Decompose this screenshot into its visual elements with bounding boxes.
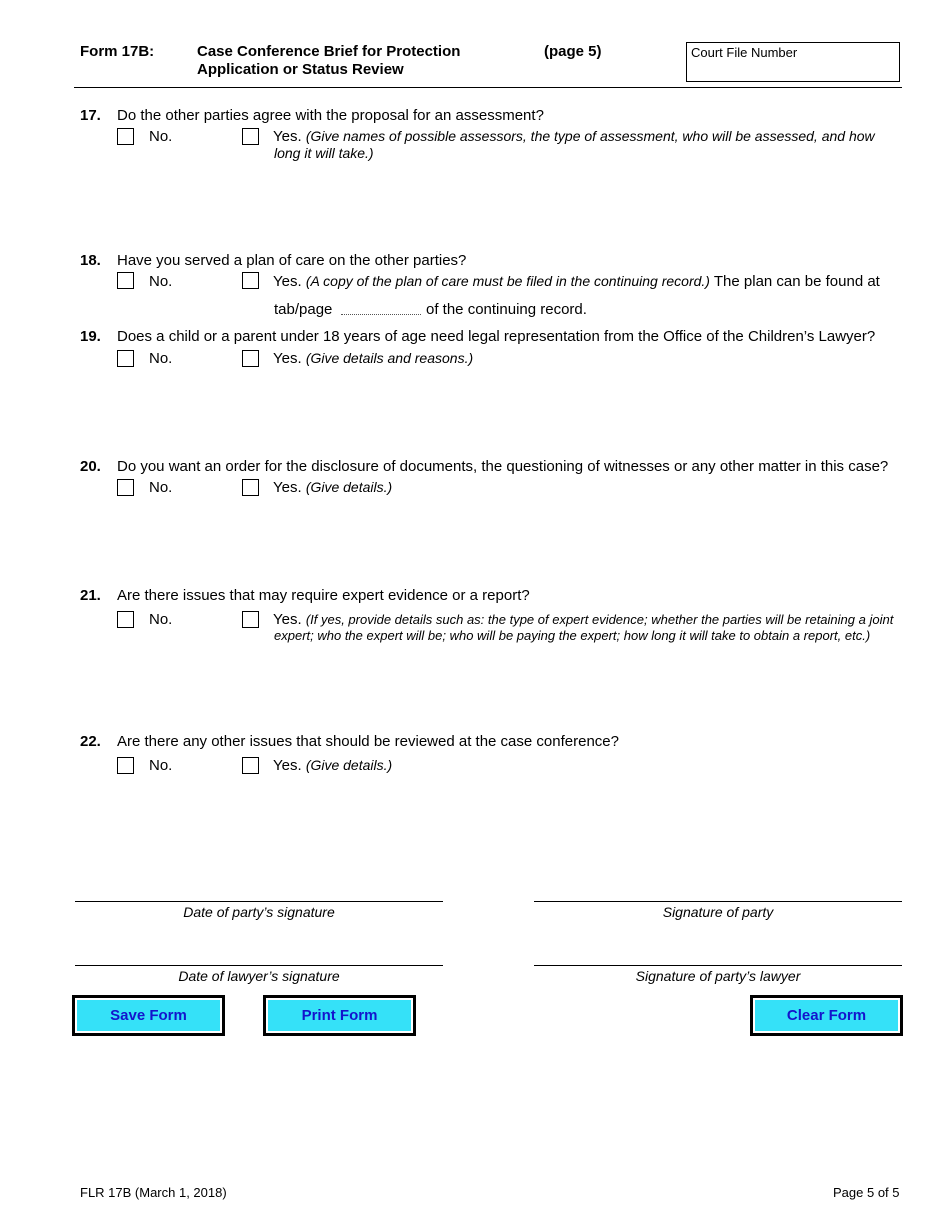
q18-tab-label: tab/page: [274, 301, 333, 318]
q17-yes-label: Yes.: [273, 128, 302, 145]
q19-number: 19.: [80, 328, 101, 345]
q19-yes-checkbox[interactable]: [242, 350, 259, 367]
q21-no-checkbox[interactable]: [117, 611, 134, 628]
q22-number: 22.: [80, 733, 101, 750]
q18-tab-page-input[interactable]: [341, 314, 421, 315]
q22-no-checkbox[interactable]: [117, 757, 134, 774]
q20-yes-checkbox[interactable]: [242, 479, 259, 496]
lawyer-signature-label: Signature of party’s lawyer: [635, 968, 801, 984]
q19-yes-label: Yes.: [273, 350, 302, 367]
q18-no-checkbox[interactable]: [117, 272, 134, 289]
q18-note: (A copy of the plan of care must be filed in the continuing record.): [305, 273, 710, 289]
q17-no-label: No.: [149, 128, 173, 145]
save-form-button[interactable]: Save Form: [72, 995, 225, 1036]
q19-text: Does a child or a parent under 18 years of age need legal representation from the Office of the Children’s Lawyer?: [117, 328, 876, 345]
q17-note: (Give names of possible assessors, the type of assessment, who will be assessed, and how: [305, 128, 875, 144]
clear-form-button[interactable]: Clear Form: [750, 995, 903, 1036]
q22-yes-row: [273, 757, 392, 774]
q21-yes-label: Yes.: [273, 611, 302, 628]
q19-no-label: No.: [149, 350, 173, 367]
party-signature-line[interactable]: [534, 901, 902, 902]
page-number: Page 5 of 5: [833, 1185, 900, 1200]
q20-no-checkbox[interactable]: [117, 479, 134, 496]
party-date-label: Date of party’s signature: [183, 904, 335, 920]
q19-note: (Give details and reasons.): [305, 350, 474, 366]
q21-yes-checkbox[interactable]: [242, 611, 259, 628]
q21-number: 21.: [80, 587, 101, 604]
q20-no-label: No.: [149, 479, 173, 496]
lawyer-date-line[interactable]: [75, 965, 443, 966]
q18-after-note: The plan can be found at: [713, 273, 880, 290]
q21-no-label: No.: [149, 611, 173, 628]
party-signature-label: Signature of party: [662, 904, 774, 920]
q22-no-label: No.: [149, 757, 173, 774]
court-file-number-label: Court File Number: [691, 45, 798, 60]
q22-text: Are there any other issues that should be reviewed at the case conference?: [117, 733, 619, 750]
header-divider: [74, 87, 902, 88]
q21-yes-row: [273, 611, 893, 628]
q18-text: Have you served a plan of care on the other parties?: [117, 252, 467, 269]
form-revision: FLR 17B (March 1, 2018): [80, 1185, 227, 1200]
q18-no-label: No.: [149, 273, 173, 290]
q17-note-cont: long it will take.): [274, 145, 374, 161]
q22-yes-checkbox[interactable]: [242, 757, 259, 774]
q21-note: (If yes, provide details such as: the type of expert evidence; whether the parties will be retaining a joint: [305, 612, 894, 627]
q22-yes-label: Yes.: [273, 757, 302, 774]
q18-yes-label: Yes.: [273, 273, 302, 290]
form-title-line1: Case Conference Brief for Protection: [197, 43, 461, 60]
q17-no-checkbox[interactable]: [117, 128, 134, 145]
q18-record-label: of the continuing record.: [426, 301, 587, 318]
q17-text: Do the other parties agree with the proposal for an assessment?: [117, 107, 544, 124]
q17-yes-checkbox[interactable]: [242, 128, 259, 145]
q20-note: (Give details.): [305, 479, 393, 495]
q21-note-cont: expert; who the expert will be; who will be paying the expert; how long it will take to obtain a report, etc.): [274, 628, 871, 643]
q19-yes-row: [273, 350, 473, 367]
party-date-line[interactable]: [75, 901, 443, 902]
lawyer-date-label: Date of lawyer’s signature: [178, 968, 340, 984]
q21-text: Are there issues that may require expert evidence or a report?: [117, 587, 530, 604]
q20-number: 20.: [80, 458, 101, 475]
q20-yes-label: Yes.: [273, 479, 302, 496]
lawyer-signature-line[interactable]: [534, 965, 902, 966]
court-file-number-field[interactable]: [686, 42, 900, 82]
q17-yes-row: [273, 128, 875, 145]
q18-number: 18.: [80, 252, 101, 269]
form-id: Form 17B:: [80, 43, 155, 60]
page-indicator: (page 5): [544, 43, 602, 60]
q22-note: (Give details.): [305, 757, 393, 773]
print-form-button[interactable]: Print Form: [263, 995, 416, 1036]
q18-yes-row: [273, 273, 880, 290]
q18-yes-checkbox[interactable]: [242, 272, 259, 289]
q20-yes-row: [273, 479, 392, 496]
q19-no-checkbox[interactable]: [117, 350, 134, 367]
q20-text: Do you want an order for the disclosure of documents, the questioning of witnesses or any other matter in this case?: [117, 458, 889, 475]
q17-number: 17.: [80, 107, 101, 124]
form-title-line2: Application or Status Review: [197, 61, 404, 78]
